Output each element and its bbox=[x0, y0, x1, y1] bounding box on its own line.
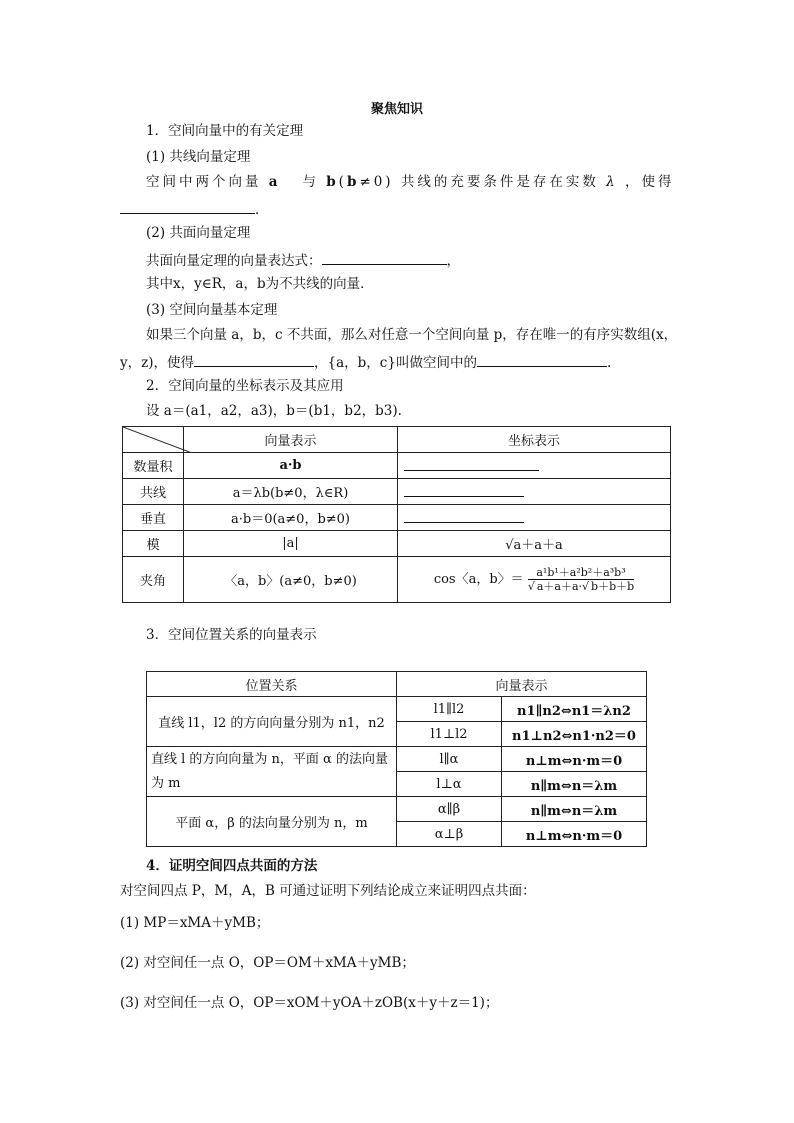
relation-cell: l⊥α bbox=[397, 772, 502, 797]
method-item-1: (1) MP＝xMA＋yMB； bbox=[120, 915, 270, 931]
vector-cell: a·b bbox=[184, 453, 398, 479]
relation-cell: α⊥β bbox=[397, 822, 502, 847]
table-row bbox=[147, 747, 647, 772]
method-item-3: (3) 对空间任一点 O，OP＝xOM＋yOA＋zOB(x＋y＋z＝1)； bbox=[120, 995, 499, 1011]
table-row bbox=[147, 797, 647, 822]
table-header-row bbox=[147, 672, 647, 697]
group-label: 直线 l1，l2 的方向向量分别为 n1，n2 bbox=[147, 697, 397, 747]
column-header: 向量表示 bbox=[184, 427, 398, 453]
relation-cell: l1⊥l2 bbox=[397, 722, 502, 747]
text-part: ，使得 bbox=[625, 174, 675, 190]
cos-fraction bbox=[528, 566, 634, 593]
sqrt-a: a＋a＋a bbox=[536, 580, 579, 593]
vector-cell: n⊥m⇔n·m＝0 bbox=[502, 747, 647, 772]
cos-label: cos〈a，b〉＝ bbox=[433, 572, 524, 587]
position-relation-table bbox=[146, 671, 647, 847]
cos-numerator: a¹b¹＋a²b²＋a³b³ bbox=[528, 566, 634, 580]
vector-cell: n⊥m⇔n·m＝0 bbox=[502, 822, 647, 847]
vector-cell: n∥m⇔n＝λm bbox=[502, 772, 647, 797]
section-4-heading: 4．证明空间四点共面的方法 bbox=[146, 858, 318, 874]
modulus-cell: √a＋a＋a bbox=[398, 531, 671, 557]
answer-blank[interactable] bbox=[120, 199, 255, 214]
method-item-2: (2) 对空间任一点 O，OP＝OM＋xMA＋yMB； bbox=[120, 955, 415, 971]
relation-cell: l1∥l2 bbox=[397, 697, 502, 722]
text-part: 与 bbox=[302, 174, 319, 190]
vector-cell: 〈a，b〉(a≠0，b≠0) bbox=[184, 557, 398, 603]
group-label: 直线 l 的方向向量为 n，平面 α 的法向量为 m bbox=[147, 747, 397, 797]
column-header: 坐标表示 bbox=[398, 427, 671, 453]
vector-cell: n1∥n2⇔n1＝λn2 bbox=[502, 697, 647, 722]
subsection-1-heading: (1) 共线向量定理 bbox=[146, 149, 251, 165]
answer-blank[interactable] bbox=[194, 352, 314, 367]
row-label: 垂直 bbox=[123, 505, 184, 531]
vector-cell: a·b＝0(a≠0，b≠0) bbox=[184, 505, 398, 531]
cos-denominator: √ a＋a＋a·√ b＋b＋b bbox=[527, 580, 635, 593]
row-label: 数量积 bbox=[123, 453, 184, 479]
section-3-heading: 3．空间位置关系的向量表示 bbox=[146, 627, 317, 643]
table-row bbox=[123, 479, 671, 505]
answer-blank[interactable] bbox=[477, 352, 607, 367]
group-label: 平面 α，β 的法向量分别为 n，m bbox=[147, 797, 397, 847]
answer-cell[interactable] bbox=[398, 453, 671, 479]
table-row bbox=[123, 531, 671, 557]
text-part: ，{a，b，c}叫做空间中的 bbox=[314, 355, 477, 371]
row-label: 模 bbox=[123, 531, 184, 557]
subsection-2-heading: (2) 共面向量定理 bbox=[146, 225, 251, 241]
answer-blank[interactable] bbox=[404, 482, 524, 497]
answer-cell[interactable] bbox=[398, 479, 671, 505]
column-header: 向量表示 bbox=[397, 672, 647, 697]
answer-cell[interactable] bbox=[398, 505, 671, 531]
section-1-heading: 1．空间向量中的有关定理 bbox=[146, 123, 304, 139]
table-row bbox=[123, 557, 671, 603]
answer-blank[interactable] bbox=[322, 250, 447, 265]
row-label: 共线 bbox=[123, 479, 184, 505]
table-row bbox=[147, 697, 647, 722]
vector-cell: a＝λb(b≠0，λ∈R) bbox=[184, 479, 398, 505]
angle-formula-cell bbox=[398, 557, 671, 603]
basis-theorem-text: 如果三个向量 a，b，c 不共面，那么对任意一个空间向量 p，存在唯一的有序实数组(x， bbox=[146, 327, 678, 343]
coplanar-expression-line: 共面向量定理的向量表达式： ， bbox=[146, 250, 460, 270]
section-2-heading: 2．空间向量的坐标表示及其应用 bbox=[146, 378, 344, 394]
table-row bbox=[123, 505, 671, 531]
answer-blank[interactable] bbox=[404, 508, 524, 523]
text-part: 共面向量定理的向量表达式： bbox=[146, 253, 322, 269]
vector-cell: n1⊥n2⇔n1·n2＝0 bbox=[502, 722, 647, 747]
coplanar-intro: 对空间四点 P，M，A，B 可通过证明下列结论成立来证明四点共面： bbox=[120, 883, 536, 899]
row-label: 夹角 bbox=[123, 557, 184, 603]
blank-line: ． bbox=[120, 199, 269, 219]
column-header: 位置关系 bbox=[147, 672, 397, 697]
text-part: 共线的充要条件是存在实数 bbox=[400, 174, 599, 190]
coordinate-table bbox=[122, 426, 671, 603]
diagonal-header-cell bbox=[123, 427, 184, 453]
coplanar-note: 其中x，y∈R，a，b为不共线的向量． bbox=[146, 276, 374, 292]
relation-cell: l∥α bbox=[397, 747, 502, 772]
text-part: y，z)，使得 bbox=[120, 355, 195, 371]
vector-cell: |a| bbox=[184, 531, 398, 557]
subsection-3-heading: (3) 空间向量基本定理 bbox=[146, 302, 278, 318]
diagonal-line-icon bbox=[123, 427, 192, 453]
table-row bbox=[123, 453, 671, 479]
relation-cell: α∥β bbox=[397, 797, 502, 822]
vector-cell: n∥m⇔n＝λm bbox=[502, 797, 647, 822]
answer-blank[interactable] bbox=[404, 456, 539, 471]
collinear-theorem-text: 空间中两个向量 a 与 b(b≠0) 共线的充要条件是存在实数 λ ，使得 bbox=[146, 174, 675, 190]
page-title: 聚焦知识 bbox=[370, 102, 423, 117]
basis-theorem-text-2: y，z)，使得 ，{a，b，c}叫做空间中的 . bbox=[120, 352, 611, 372]
text-part: 空间中两个向量 bbox=[146, 174, 262, 190]
sqrt-b: b＋b＋b bbox=[591, 580, 635, 593]
coordinate-intro: 设 a＝(a1，a2，a3)，b＝(b1，b2，b3). bbox=[146, 403, 402, 419]
table-header-row bbox=[123, 427, 671, 453]
